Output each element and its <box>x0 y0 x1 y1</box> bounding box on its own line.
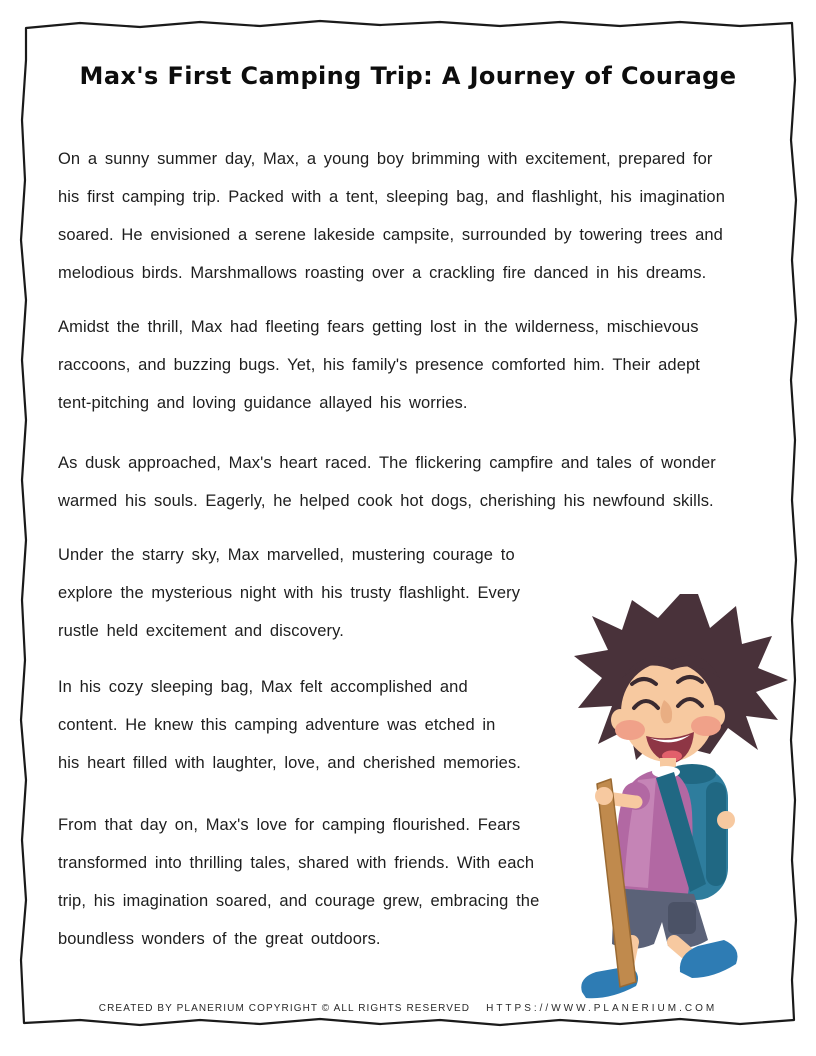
story-line: On a sunny summer day, Max, a young boy brimming with excitement, prepared for <box>58 150 713 168</box>
story-line: his first camping trip. Packed with a tent, sleeping bag, and flashlight, his imagination <box>58 188 725 206</box>
story-paragraph-5 <box>58 668 574 782</box>
story-line: Under the starry sky, Max marvelled, mustering courage to <box>58 546 515 564</box>
story-line: boundless wonders of the great outdoors. <box>58 930 381 948</box>
story-line: As dusk approached, Max's heart raced. The flickering campfire and tales of wonder <box>58 454 716 472</box>
story-paragraph-1 <box>58 140 772 292</box>
story-line: transformed into thrilling tales, shared with friends. With each <box>58 854 535 872</box>
story-line: raccoons, and buzzing bugs. Yet, his family's presence comforted him. Their adept <box>58 356 700 374</box>
backpack-side-shade <box>706 782 726 886</box>
footer-credit: CREATED BY PLANERIUM COPYRIGHT © ALL RIGHTS RESERVED <box>98 1003 471 1014</box>
hand-right <box>717 811 735 829</box>
story-line: content. He knew this camping adventure was etched in <box>58 716 496 734</box>
footer <box>0 1003 816 1014</box>
story-line: melodious birds. Marshmallows roasting over a crackling fire danced in his dreams. <box>58 264 707 282</box>
cheek-right <box>691 716 721 736</box>
story-paragraph-3 <box>58 444 772 520</box>
story-line: warmed his souls. Eagerly, he helped cook hot dogs, cherishing his newfound skills. <box>58 492 714 510</box>
story-line: rustle held excitement and discovery. <box>58 622 344 640</box>
footer-url: HTTPS://WWW.PLANERIUM.COM <box>486 1003 718 1014</box>
story-line: explore the mysterious night with his trusty flashlight. Every <box>58 584 521 602</box>
story-paragraph-6 <box>58 806 574 958</box>
story-paragraph-2 <box>58 308 772 422</box>
story-line: soared. He envisioned a serene lakeside campsite, surrounded by towering trees and <box>58 226 723 244</box>
hand-front <box>595 787 613 805</box>
cheek-left <box>615 720 645 740</box>
story-line: In his cozy sleeping bag, Max felt accomplished and <box>58 678 468 696</box>
shorts-pocket <box>668 902 696 934</box>
story-line: his heart filled with laughter, love, and cherished memories. <box>58 754 521 772</box>
page-title: Max's First Camping Trip: A Journey of Courage <box>79 62 737 90</box>
story-line: Amidst the thrill, Max had fleeting fears getting lost in the wilderness, mischievous <box>58 318 699 336</box>
boy-hiker-illustration <box>560 588 805 1008</box>
story-line: tent-pitching and loving guidance allayed his worries. <box>58 394 468 412</box>
story-line: trip, his imagination soared, and courage grew, embracing the <box>58 892 540 910</box>
story-line: From that day on, Max's love for camping flourished. Fears <box>58 816 521 834</box>
story-paragraph-4 <box>58 536 574 650</box>
